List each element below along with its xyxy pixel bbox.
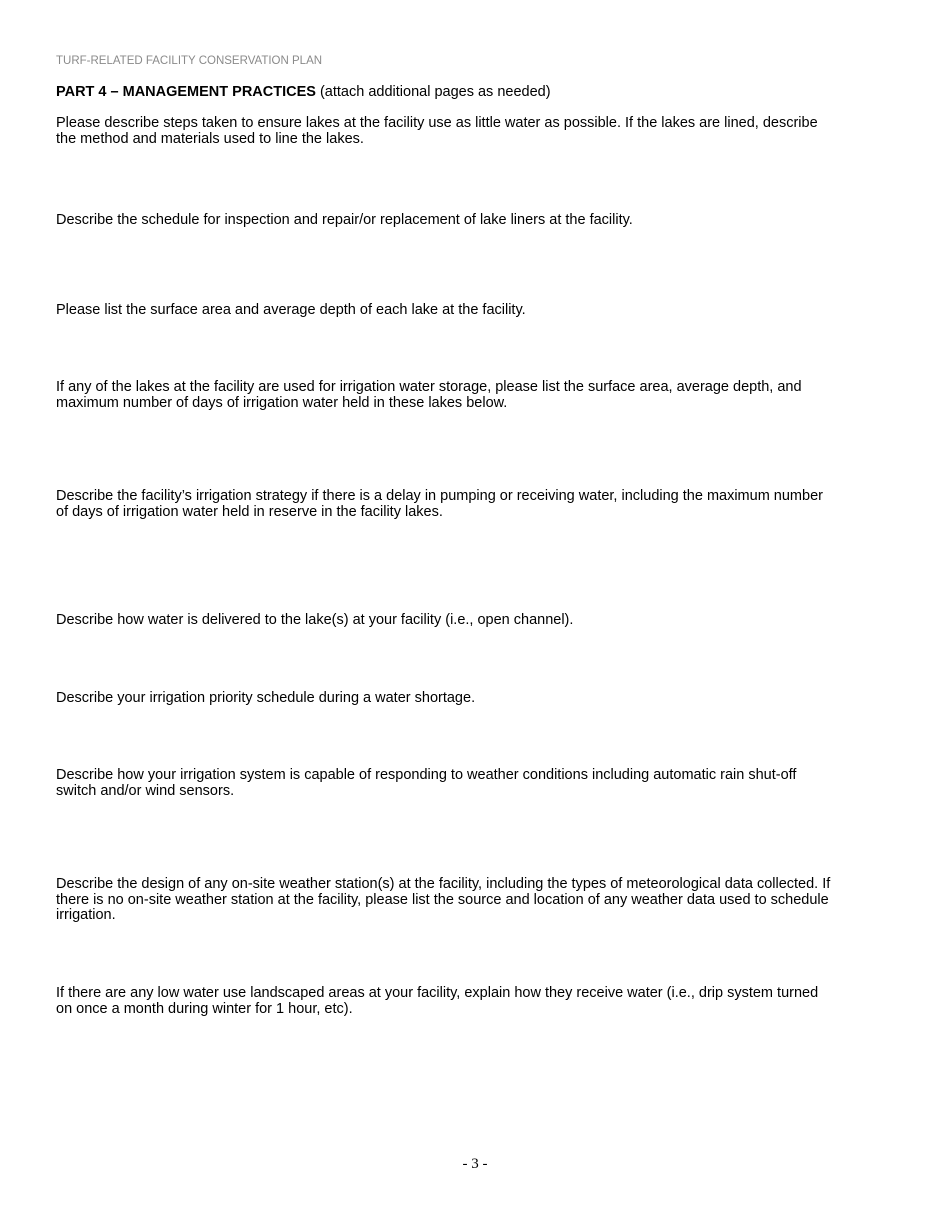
question-4 xyxy=(56,380,802,411)
question-2 xyxy=(56,213,633,229)
question-7 xyxy=(56,691,475,707)
question-line: Please list the surface area and average depth of each lake at the facility. xyxy=(56,302,526,318)
question-line: maximum number of days of irrigation water held in these lakes below. xyxy=(56,394,508,411)
question-5 xyxy=(56,489,823,520)
question-3 xyxy=(56,303,526,319)
question-6 xyxy=(56,613,573,629)
document-header: TURF-RELATED FACILITY CONSERVATION PLAN xyxy=(56,55,323,67)
section-title-note: (attach additional pages as needed) xyxy=(315,84,551,100)
question-line: Describe the facility’s irrigation strategy if there is a delay in pumping or receiving water, including the maximum number xyxy=(56,488,823,504)
question-line: Describe the design of any on-site weather station(s) at the facility, including the types of meteorological data collected. If xyxy=(56,876,831,892)
question-line: Describe the schedule for inspection and repair/or replacement of lake liners at the facility. xyxy=(56,212,633,228)
question-line: irrigation. xyxy=(56,907,116,924)
question-line: of days of irrigation water held in reserve in the facility lakes. xyxy=(56,503,443,520)
question-line: Describe your irrigation priority schedule during a water shortage. xyxy=(56,690,476,706)
question-9 xyxy=(56,877,830,924)
question-line: switch and/or wind sensors. xyxy=(56,782,235,799)
question-line: Please describe steps taken to ensure lakes at the facility use as little water as possible. If the lakes are lined, describe xyxy=(56,115,818,131)
question-line: If there are any low water use landscaped areas at your facility, explain how they receive water (i.e., drip system turned xyxy=(56,985,819,1001)
question-1 xyxy=(56,116,818,147)
question-line: If any of the lakes at the facility are used for irrigation water storage, please list the surface area, average depth, and xyxy=(56,379,802,395)
question-line: Describe how water is delivered to the lake(s) at your facility (i.e., open channel). xyxy=(56,612,574,628)
question-8 xyxy=(56,768,796,799)
question-10 xyxy=(56,986,818,1017)
question-line: the method and materials used to line the lakes. xyxy=(56,130,364,147)
section-title-bold: PART 4 – MANAGEMENT PRACTICES xyxy=(56,84,316,100)
question-line: there is no on-site weather station at the facility, please list the source and location of any weather data used to schedule xyxy=(56,891,829,908)
section-title xyxy=(56,84,551,100)
page-number: - 3 - xyxy=(462,1156,488,1172)
question-line: on once a month during winter for 1 hour, etc). xyxy=(56,1000,353,1017)
question-line: Describe how your irrigation system is capable of responding to weather conditions including automatic rain shut-off xyxy=(56,767,797,783)
